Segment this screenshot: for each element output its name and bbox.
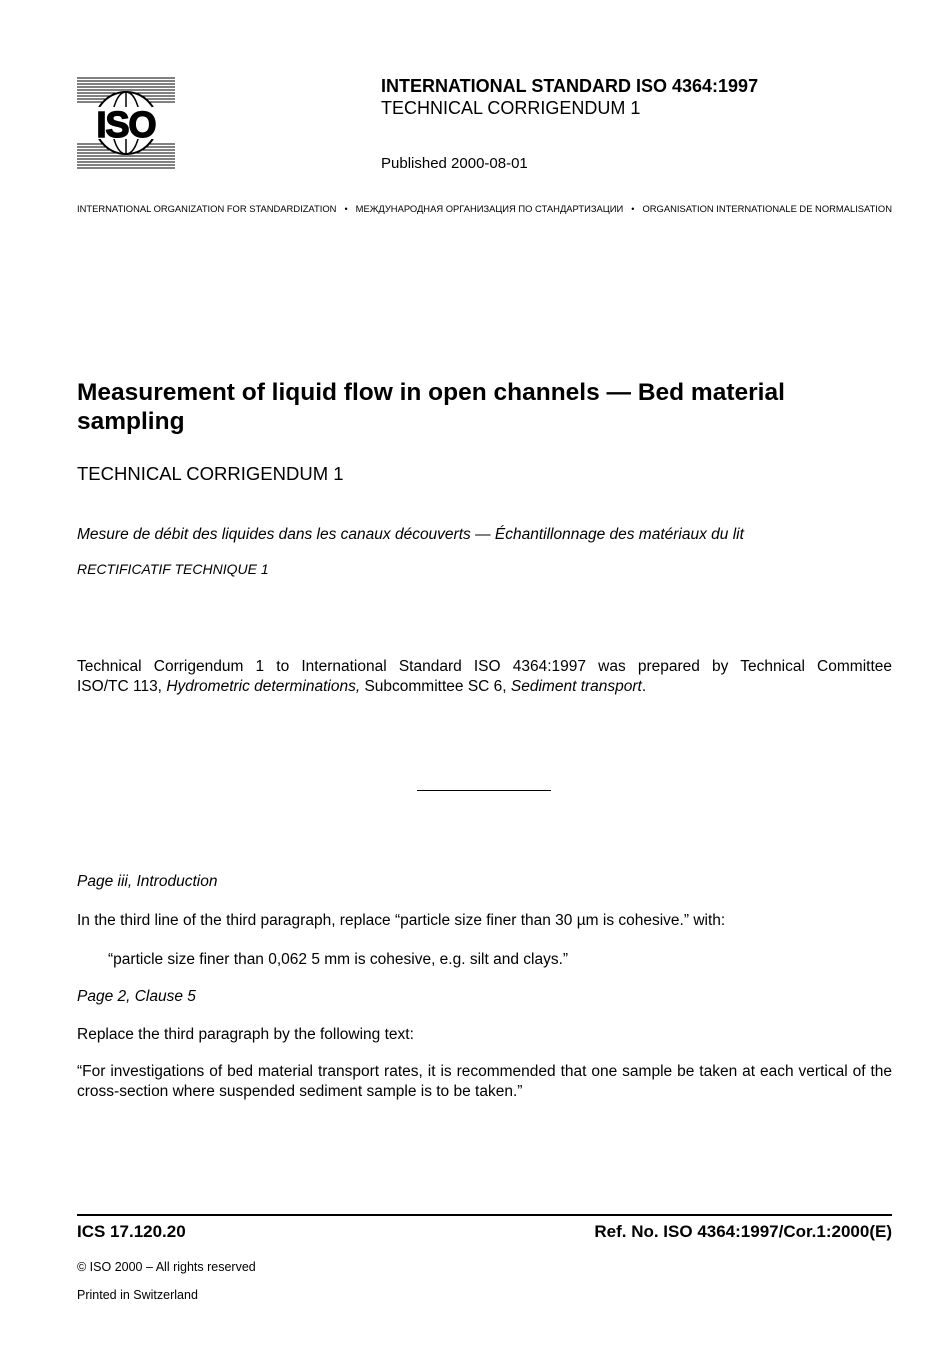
intro-line-2 — [77, 678, 646, 695]
copyright-notice: © ISO 2000 – All rights reserved — [77, 1260, 256, 1274]
french-subtitle: RECTIFICATIF TECHNIQUE 1 — [77, 561, 269, 577]
intro-text: ISO/TC 113, — [77, 677, 167, 695]
correction-2-replacement: “For investigations of bed material transport rates, it is recommended that one sample be taken at each vertical of the cross-section where suspended sediment sample is to be taken.” — [77, 1063, 892, 1100]
intro-line-1: Technical Corrigendum 1 to International Standard ISO 4364:1997 was prepared by Technical Committee — [77, 658, 892, 675]
correction-2-label: Page 2, Clause 5 — [77, 988, 196, 1005]
document-subtitle: TECHNICAL CORRIGENDUM 1 — [77, 463, 344, 484]
standard-title: INTERNATIONAL STANDARD ISO 4364:1997 — [381, 76, 759, 96]
correction-1-replacement: “particle size finer than 0,062 5 mm is cohesive, e.g. silt and clays.” — [108, 951, 569, 968]
ics-code: ICS 17.120.20 — [77, 1222, 186, 1241]
organization-line — [77, 203, 892, 215]
french-title: Mesure de débit des liquides dans les canaux découverts — Échantillonnage des matériaux du lit — [77, 526, 744, 543]
correction-1-instruction: In the third line of the third paragraph, replace “particle size finer than 30 µm is cohesive.” with: — [77, 912, 726, 929]
section-divider — [417, 790, 551, 791]
document-title: Measurement of liquid flow in open channels — Bed material sampling — [77, 379, 785, 435]
correction-1-label: Page iii, Introduction — [77, 873, 218, 890]
published-date: Published 2000-08-01 — [381, 155, 528, 172]
org-name-russian: МЕЖДУНАРОДНАЯ ОРГАНИЗАЦИЯ ПО СТАНДАРТИЗАЦИИ — [355, 203, 624, 214]
intro-text: Subcommittee SC 6, — [360, 677, 511, 695]
subcommittee-title: Sediment transport — [510, 677, 642, 695]
committee-title: Hydrometric determinations, — [166, 677, 361, 695]
intro-text: . — [641, 677, 647, 695]
iso-logo — [77, 76, 175, 170]
correction-2-instruction: Replace the third paragraph by the following text: — [77, 1026, 414, 1043]
org-name-english: INTERNATIONAL ORGANIZATION FOR STANDARDIZATION — [77, 203, 337, 214]
footer-rule — [77, 1214, 892, 1216]
printed-location: Printed in Switzerland — [77, 1288, 198, 1302]
logo-text: ISO — [96, 104, 156, 145]
bullet-separator: • — [631, 204, 635, 214]
intro-paragraph — [77, 657, 892, 696]
org-name-french: ORGANISATION INTERNATIONALE DE NORMALISATION — [642, 203, 892, 214]
bullet-separator: • — [344, 204, 348, 214]
corrigendum-label: TECHNICAL CORRIGENDUM 1 — [381, 98, 641, 118]
reference-number: Ref. No. ISO 4364:1997/Cor.1:2000(E) — [594, 1222, 892, 1241]
